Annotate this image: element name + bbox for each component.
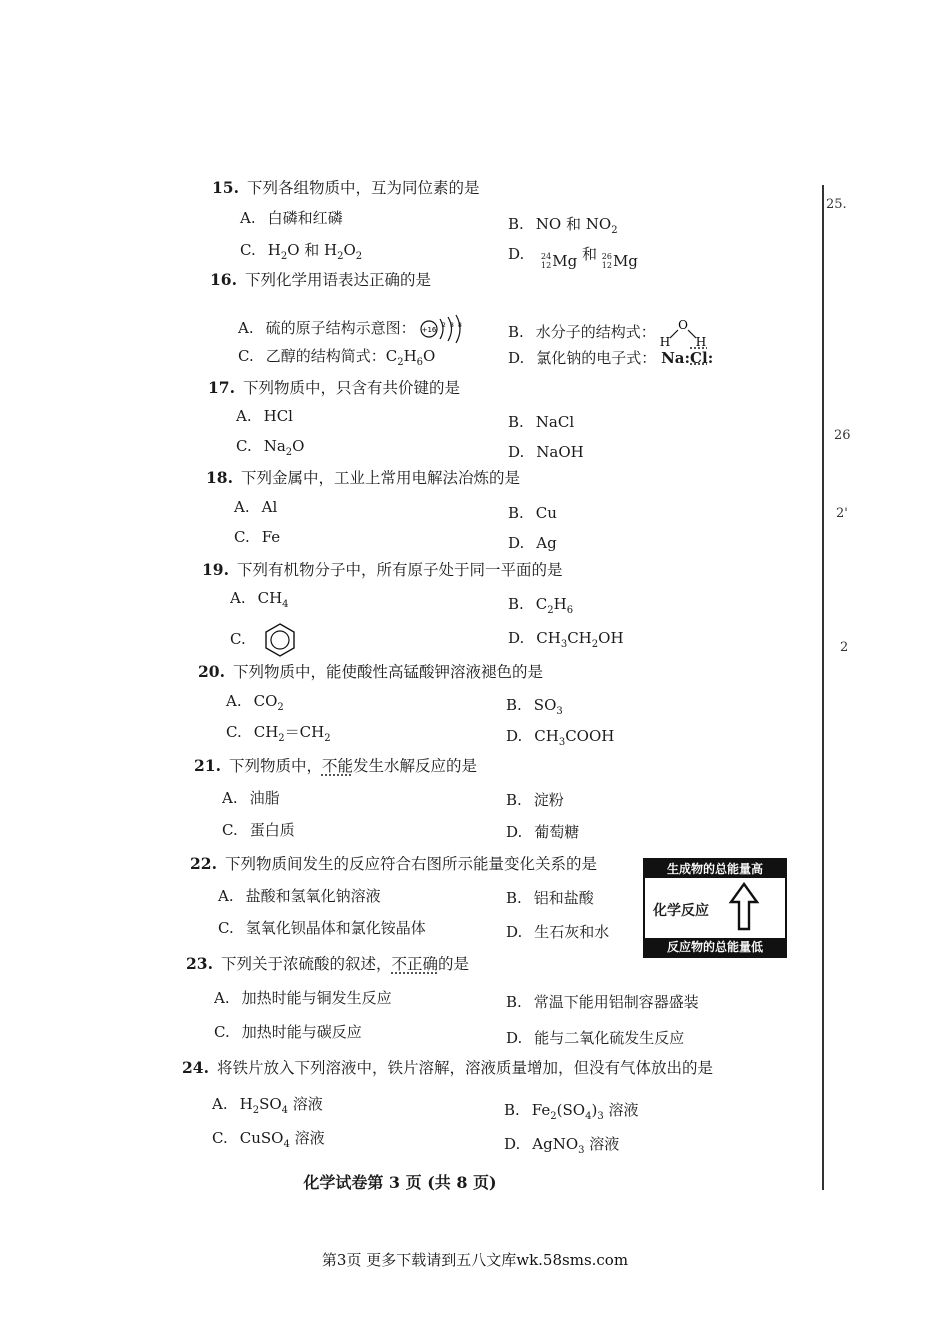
option-23-c: C. 加热时能与碳反应 <box>214 1023 362 1041</box>
option-15-c: C. $H_2O$ 和 $H_2O_2$ <box>240 241 363 262</box>
option-24-b: B. $Fe_2(SO_4)_3$ 溶液 <box>504 1101 639 1122</box>
site-footer: 第3页 更多下载请到五八文库wk.58sms.com <box>321 1251 629 1269</box>
question-20: 20. 下列物质中，能使酸性高锰酸钾溶液褪色的是 <box>198 662 543 681</box>
question-24: 24. 将铁片放入下列溶液中，铁片溶解，溶液质量增加，但没有气体放出的是 <box>182 1058 713 1077</box>
svg-text:H: H <box>695 335 706 349</box>
option-19-c: C. <box>230 622 297 658</box>
option-20-a: A. $CO_2$ <box>226 692 284 713</box>
option-21-a: A. 油脂 <box>222 789 280 807</box>
svg-text:8: 8 <box>450 322 455 329</box>
option-22-a: A. 盐酸和氢氧化钠溶液 <box>218 887 381 905</box>
option-16-a: A. 硫的原子结构示意图： +16 2 8 8 <box>238 314 468 344</box>
svg-text:O: O <box>677 318 688 332</box>
svg-text:H: H <box>659 335 670 349</box>
option-15-d: D. 24 12 Mg 和 26 12 Mg <box>508 245 638 270</box>
question-23: 23. 下列关于浓硫酸的叙述，不正确的是 <box>186 954 470 973</box>
energy-reactants-label: 反应物的总能量低 <box>645 938 785 956</box>
benzene-ring-icon <box>263 622 297 658</box>
svg-text:8: 8 <box>458 322 463 329</box>
option-17-b: B. NaCl <box>508 413 575 431</box>
margin-number: 25. <box>826 197 847 212</box>
option-20-d: D. $CH_3COOH$ <box>506 727 615 748</box>
option-22-b: B. 铝和盐酸 <box>506 889 594 907</box>
option-20-b: B. $SO_3$ <box>506 696 563 717</box>
option-18-a: A. Al <box>234 498 278 516</box>
option-20-c: C. $CH_2=CH_2$ <box>226 723 331 744</box>
option-15-a: A. 白磷和红磷 <box>240 209 343 227</box>
option-15-b: B. NO 和 $NO_2$ <box>508 215 618 236</box>
sulfur-atom-diagram-icon <box>420 314 468 344</box>
option-23-a: A. 加热时能与铜发生反应 <box>214 989 392 1007</box>
question-number: 15. <box>212 178 239 197</box>
option-21-d: D. 葡萄糖 <box>506 823 580 841</box>
energy-reaction-label: 化学反应 <box>653 903 709 919</box>
water-structure-icon <box>661 318 705 348</box>
question-22: 22. 下列物质间发生的反应符合右图所示能量变化关系的是 <box>190 854 597 873</box>
option-16-b: B. 水分子的结构式： O H H <box>508 318 706 349</box>
option-18-d: D. Ag <box>508 534 557 552</box>
option-19-d: D. $CH_3CH_2OH$ <box>508 629 624 650</box>
option-24-a: A. $H_2SO_4$ 溶液 <box>212 1095 323 1116</box>
option-22-d: D. 生石灰和水 <box>506 923 610 941</box>
question-18: 18. 下列金属中，工业上常用电解法冶炼的是 <box>206 468 520 487</box>
option-21-b: B. 淀粉 <box>506 791 564 809</box>
question-21: 21. 下列物质中，不能发生水解反应的是 <box>194 756 478 775</box>
option-21-c: C. 蛋白质 <box>222 821 295 839</box>
option-23-b: B. 常温下能用铝制容器盛装 <box>506 993 699 1011</box>
option-16-c: C. 乙醇的结构简式：$C_2H_6O$ <box>238 347 436 368</box>
option-17-d: D. NaOH <box>508 443 584 461</box>
question-15 <box>212 178 479 198</box>
exam-page-footer: 化学试卷第 3 页 (共 8 页) <box>303 1173 497 1192</box>
option-17-c: C. $Na_2O$ <box>236 437 305 458</box>
option-17-a: A. HCl <box>236 407 293 425</box>
question-16: 16. 下列化学用语表达正确的是 <box>210 270 431 289</box>
column-divider <box>822 185 824 1190</box>
svg-text:2: 2 <box>442 322 447 329</box>
energy-diagram <box>643 858 787 958</box>
option-19-a: A. $CH_4$ <box>230 589 289 610</box>
margin-number: 2 <box>840 640 849 655</box>
option-19-b: B. $C_2H_6$ <box>508 595 574 616</box>
question-17: 17. 下列物质中，只含有共价键的是 <box>208 378 460 397</box>
margin-number: 26 <box>834 428 851 443</box>
option-23-d: D. 能与二氧化硫发生反应 <box>506 1029 685 1047</box>
option-24-c: C. CuSO$_4$ 溶液 <box>212 1129 325 1150</box>
option-18-c: C. Fe <box>234 528 281 546</box>
up-arrow-icon <box>729 882 759 932</box>
energy-products-label: 生成物的总能量高 <box>645 860 785 878</box>
question-19: 19. 下列有机物分子中，所有原子处于同一平面的是 <box>202 560 563 579</box>
margin-number: 2' <box>836 506 848 521</box>
option-24-d: D. AgNO$_3$ 溶液 <box>504 1135 620 1156</box>
question-text: 下列各组物质中，互为同位素的是 <box>246 179 480 197</box>
option-16-d: D. 氯化钠的电子式： Na:Cl: <box>508 349 714 367</box>
svg-text:+16: +16 <box>422 326 437 334</box>
option-18-b: B. Cu <box>508 504 557 522</box>
option-22-c: C. 氢氧化钡晶体和氯化铵晶体 <box>218 919 426 937</box>
